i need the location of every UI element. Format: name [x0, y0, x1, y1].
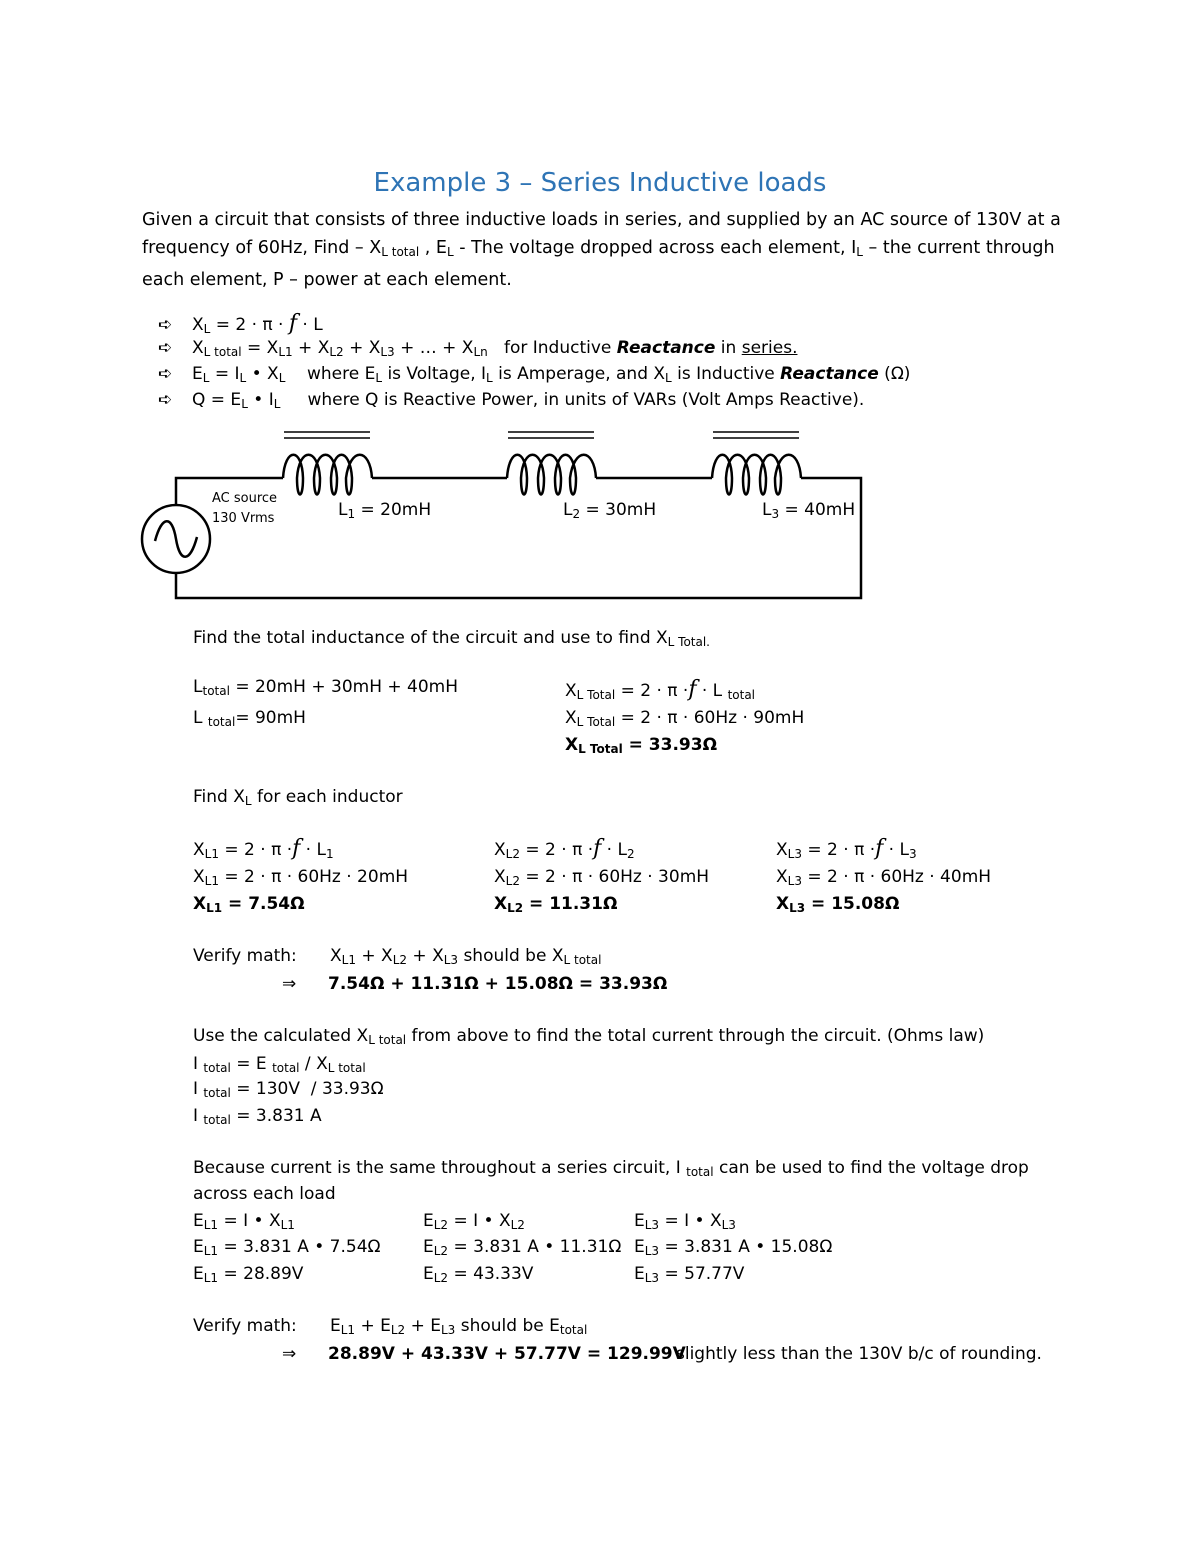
rounding-note: slightly less than the 130V b/c of rounding.	[676, 1344, 1042, 1364]
xl2-formula: $X_{L2} = 2 \cdot \pi \cdot f \cdot L_2$	[494, 836, 635, 861]
inductor-3-label: $L_3 = 40mH$	[762, 500, 856, 521]
voltage-heading: Because current is the same throughout a series circuit, I $_{total}$ can be used to find the voltage drop	[193, 1158, 1029, 1179]
xl1-result: $X_{L1} = 7.54\Omega$	[193, 894, 305, 915]
current-result: I $_{total}$ = 3.831 A	[193, 1106, 322, 1127]
bullet-series-reactance: ➪ $X_{L total} = X_{L1} + X_{L2} + X_{L3}$ + … + $X_{Ln}$ for Inductive Reactance in series.	[158, 338, 798, 359]
total-inductance-result: L $_{total}$= 90mH	[193, 708, 306, 729]
page-title: Example 3 – Series Inductive loads	[373, 168, 827, 198]
xl3-result: $X_{L3} = 15.08\Omega$	[776, 894, 900, 915]
xl3-formula: $X_{L3} = 2 \cdot \pi \cdot f \cdot L_3$	[776, 836, 917, 861]
total-heading: Find the total inductance of the circuit and use to find $X_{L Total.}$	[193, 628, 710, 649]
inductor-2-icon	[507, 432, 596, 495]
bullet-voltage-formula: ➪ $E_L = I_L$ • $X_L$ where $E_L$ is Voltage, $I_L$ is Amperage, and $X_L$ is Inductive Reactance (Ω)	[158, 364, 911, 385]
verify-label-1: Verify math:	[193, 946, 297, 966]
verify-result-2: 28.89V + 43.33V + 57.77V = 129.99V	[328, 1344, 686, 1364]
el1-result: $E_{L1} = 28.89V$	[193, 1264, 304, 1285]
arrow-right-icon: ➪	[158, 315, 173, 335]
sine-wave-icon	[155, 521, 197, 557]
inductor-2-label: $L_2 = 30mH$	[563, 500, 657, 521]
total-reactance-result: $X_{L Total} = 33.93\Omega$	[565, 735, 718, 756]
arrow-right-icon: ➪	[158, 390, 173, 410]
bullet-reactive-power: ➪ $Q = E_L$ • $I_L$ where Q is Reactive Power, in units of VARs (Volt Amps Reactive).	[158, 390, 865, 411]
wire-return	[176, 478, 861, 598]
verify-label-2: Verify math:	[193, 1316, 297, 1336]
el3-values: $E_{L3} = 3.831$ A • 15.08Ω	[634, 1237, 833, 1258]
el1-values: $E_{L1} = 3.831$ A • 7.54Ω	[193, 1237, 381, 1258]
verify-statement-1: $X_{L1} + X_{L2} + X_{L3}$ should be $X_{L total}$	[330, 946, 602, 967]
inductor-1-icon	[283, 432, 372, 495]
total-reactance-values: $X_{L Total} = 2 \cdot \pi \cdot 60Hz \cdot 90mH$	[565, 708, 805, 729]
xl1-formula: $X_{L1} = 2 \cdot \pi \cdot f \cdot L_1$	[193, 836, 334, 861]
el3-formula: $E_{L3} = I$ • $X_{L3}$	[634, 1211, 736, 1232]
intro-paragraph: Given a circuit that consists of three inductive loads in series, and supplied by an AC source of 130V at a frequency of 60Hz, Find – $X_{L total}$ , $E_L$ - The voltage dropped across each element, $I_L$ – the current through each element, P – power at each element.	[142, 210, 1061, 290]
el2-values: $E_{L2} = 3.831$ A • 11.31Ω	[423, 1237, 622, 1258]
ac-source-voltage: 130 Vrms	[212, 511, 275, 526]
implies-icon: ⇒	[282, 974, 297, 994]
xl1-values: $X_{L1} = 2 \cdot \pi \cdot 60Hz \cdot 20mH$	[193, 867, 409, 888]
voltage-heading-cont: across each load	[193, 1184, 336, 1204]
arrow-right-icon: ➪	[158, 364, 173, 384]
el1-formula: $E_{L1} = I$ • $X_{L1}$	[193, 1211, 295, 1232]
verify-statement-2: $E_{L1} + E_{L2} + E_{L3}$ should be $E_{total}$	[330, 1316, 588, 1337]
total-inductance-sum: $L_{total} = 20mH + 30mH + 40mH$	[193, 677, 459, 698]
inductor-3-icon	[712, 432, 801, 495]
arrow-right-icon: ➪	[158, 338, 173, 358]
ac-source-label: AC source	[212, 491, 278, 506]
current-formula: I $_{total}$ = E $_{total} / X_{L total}$	[193, 1054, 366, 1075]
el2-formula: $E_{L2} = I$ • $X_{L2}$	[423, 1211, 525, 1232]
implies-icon: ⇒	[282, 1344, 297, 1364]
xl2-values: $X_{L2} = 2 \cdot \pi \cdot 60Hz \cdot 30mH$	[494, 867, 710, 888]
el2-result: $E_{L2} = 43.33V$	[423, 1264, 534, 1285]
current-heading: Use the calculated $X_{L total}$ from above to find the total current through the circuit. (Ohms law)	[193, 1026, 985, 1047]
bullet-reactance-formula: ➪ $X_L = 2 \cdot \pi \cdot f \cdot L$	[158, 311, 323, 336]
xl3-values: $X_{L3} = 2 \cdot \pi \cdot 60Hz \cdot 40mH$	[776, 867, 992, 888]
total-reactance-formula: $X_{L Total} = 2 \cdot \pi \cdot f \cdot L$ $_{total}$	[565, 677, 756, 702]
verify-result-1: 7.54Ω + 11.31Ω + 15.08Ω = 33.93Ω	[328, 974, 668, 994]
inductor-1-label: $L_1 = 20mH$	[338, 500, 432, 521]
current-values: I $_{total}$ = 130V / 33.93Ω	[193, 1079, 384, 1100]
each-heading: Find $X_L$ for each inductor	[193, 787, 403, 808]
xl2-result: $X_{L2} = 11.31\Omega$	[494, 894, 618, 915]
circuit-diagram	[0, 0, 1200, 620]
el3-result: $E_{L3} = 57.77V$	[634, 1264, 745, 1285]
